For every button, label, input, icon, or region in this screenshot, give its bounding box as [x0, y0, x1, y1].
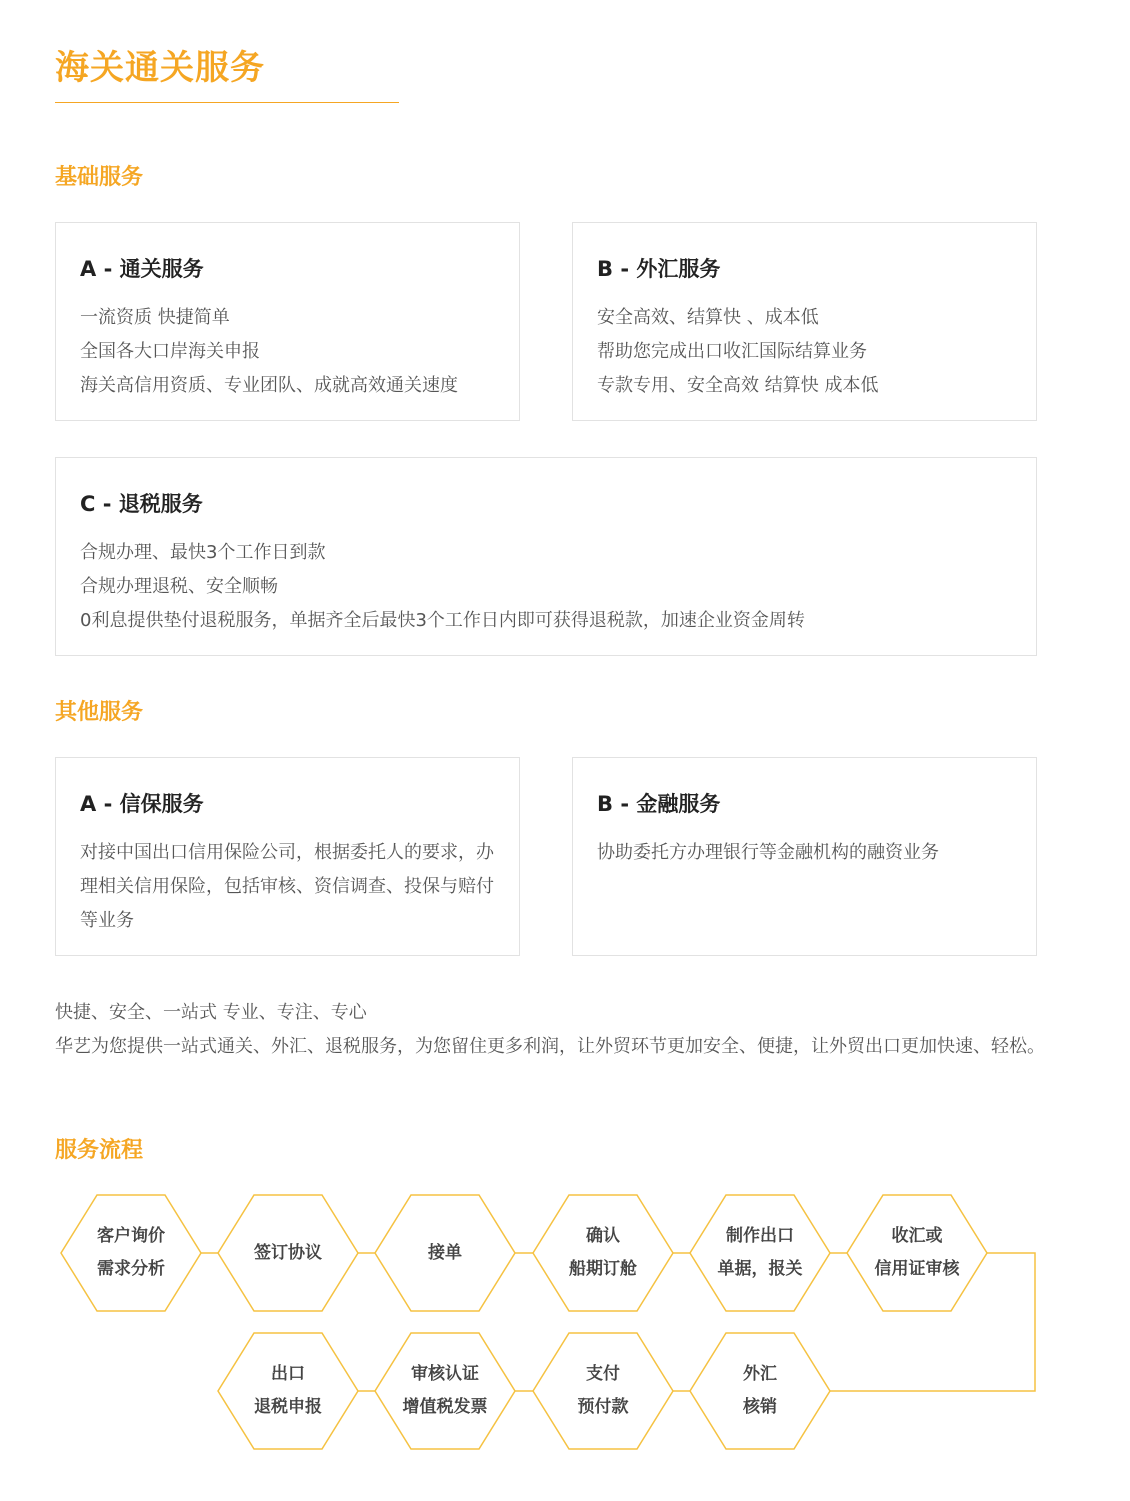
section-heading-basic: 基础服务 [55, 165, 144, 190]
card-text: 对接中国出口信用保险公司，根据委托人的要求，办理相关信用保险，包括审核、资信调查、投保与赔付等业务 [80, 842, 494, 931]
flow-step-label: 审核认证 [411, 1364, 479, 1384]
flow-step-label: 确认 [586, 1226, 620, 1246]
flow-step-forex-writeoff [690, 1333, 830, 1449]
flow-step-booking [533, 1195, 673, 1311]
flow-step-label: 接单 [428, 1242, 462, 1263]
flow-step-label: 增值税发票 [402, 1397, 488, 1417]
card-title: C - 退税服务 [80, 492, 203, 516]
card-line: 合规办理、最快3个工作日到款 [80, 542, 326, 563]
flow-step-label: 收汇或 [891, 1226, 943, 1246]
card-line: 0利息提供垫付退税服务，单据齐全后最快3个工作日内即可获得退税款，加速企业资金周转 [80, 610, 805, 631]
flow-step-vat-invoice-verify [375, 1333, 515, 1449]
card-title: B - 金融服务 [597, 792, 721, 816]
flow-step-label: 签订协议 [254, 1242, 322, 1263]
flow-step-label: 制作出口 [726, 1226, 794, 1246]
card-forex [572, 222, 1037, 421]
card-customs-clearance [55, 222, 520, 421]
flow-step-label: 出口 [271, 1364, 305, 1384]
service-flow-diagram [0, 1180, 1130, 1470]
section-heading-other: 其他服务 [55, 700, 144, 725]
section-heading-flow: 服务流程 [55, 1138, 144, 1163]
card-line: 帮助您完成出口收汇国际结算业务 [597, 341, 867, 362]
flow-step-accept-order [375, 1195, 515, 1311]
flow-step-label: 船期订舱 [569, 1259, 637, 1279]
card-line: 专款专用、安全高效 结算快 成本低 [597, 375, 879, 396]
flow-step-label: 单据，报关 [717, 1259, 803, 1279]
card-title: B - 外汇服务 [597, 257, 721, 281]
flow-step-inquiry [61, 1195, 201, 1311]
card-credit-insurance [55, 757, 520, 956]
flow-step-sign-agreement [218, 1195, 358, 1311]
card-line: 安全高效、结算快 、成本低 [597, 307, 819, 328]
flow-step-label: 客户询价 [97, 1226, 165, 1246]
card-line: 海关高信用资质、专业团队、成就高效通关速度 [80, 375, 458, 396]
card-line: 一流资质 快捷简单 [80, 307, 230, 328]
card-finance [572, 757, 1037, 956]
title-underline [55, 102, 399, 103]
flow-step-tax-refund-declaration [218, 1333, 358, 1449]
card-text: 协助委托方办理银行等金融机构的融资业务 [597, 842, 939, 863]
card-line: 全国各大口岸海关申报 [80, 341, 260, 362]
intro-description: 华艺为您提供一站式通关、外汇、退税服务，为您留住更多利润，让外贸环节更加安全、便捷，让外贸出口更加快速、轻松。 [55, 1036, 1045, 1057]
flow-step-collection-lc [847, 1195, 987, 1311]
card-title: A - 通关服务 [80, 257, 204, 281]
intro-text [55, 996, 1045, 1064]
flow-step-advance-payment [533, 1333, 673, 1449]
flow-step-label: 需求分析 [97, 1259, 165, 1279]
card-title: A - 信保服务 [80, 792, 204, 816]
flow-step-label: 支付 [586, 1364, 620, 1384]
flow-step-label: 外汇 [743, 1364, 777, 1384]
flow-step-label: 信用证审核 [874, 1259, 960, 1279]
card-line: 合规办理退税、安全顺畅 [80, 576, 278, 597]
flow-step-label: 预付款 [577, 1397, 629, 1417]
flow-step-label: 退税申报 [254, 1397, 322, 1417]
page-title: 海关通关服务 [55, 48, 265, 88]
flow-step-documents-declaration [690, 1195, 830, 1311]
flow-step-label: 核销 [743, 1397, 777, 1417]
card-tax-refund [55, 457, 1037, 656]
intro-slogan: 快捷、安全、一站式 专业、专注、专心 [55, 1002, 367, 1023]
